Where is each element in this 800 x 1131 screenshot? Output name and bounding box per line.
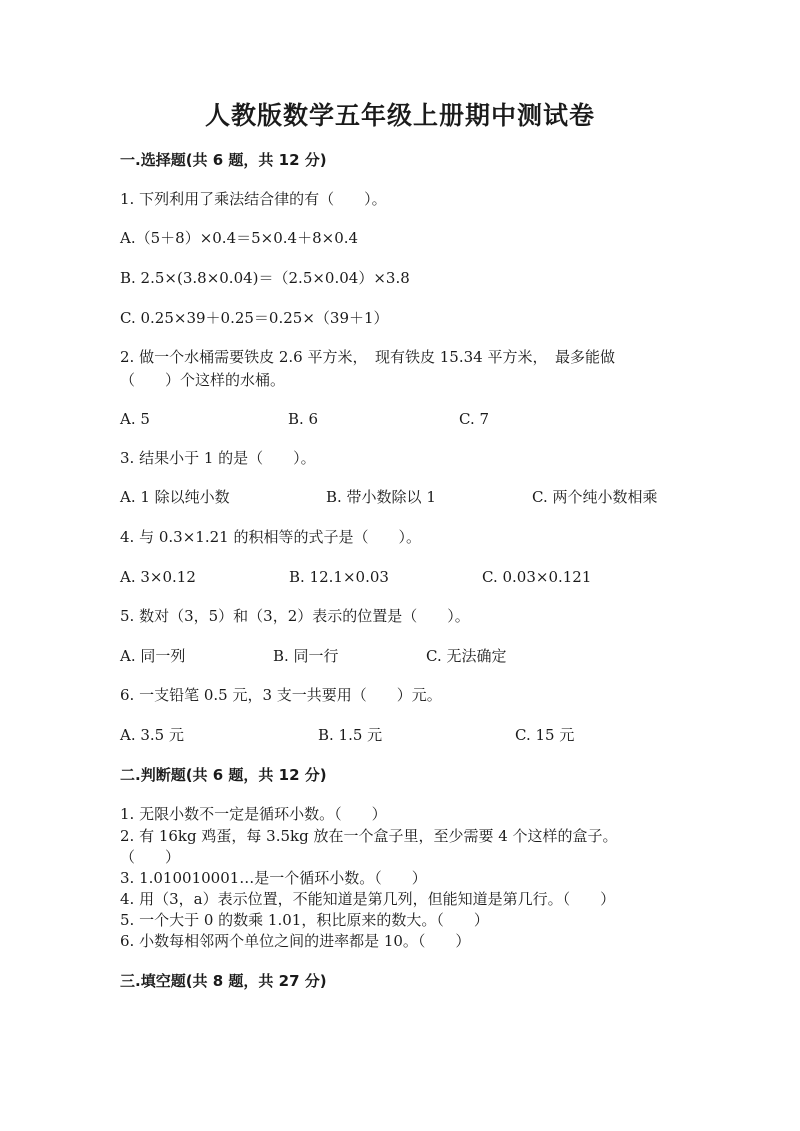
- page-title: 人教版数学五年级上册期中测试卷: [204, 101, 595, 130]
- question-5-option-a: A. 同一列: [120, 647, 186, 665]
- question-2-stem-line1: 2. 做一个水桶需要铁皮 2.6 平方米， 现有铁皮 15.34 平方米， 最多能做: [120, 348, 615, 366]
- question-4-option-c: C. 0.03×0.121: [482, 568, 592, 586]
- question-6-option-b: B. 1.5 元: [318, 726, 383, 744]
- question-3-option-b: B. 带小数除以 1: [326, 488, 436, 506]
- question-5-option-b: B. 同一行: [273, 647, 339, 665]
- question-5-stem: 5. 数对（3，5）和（3，2）表示的位置是（ ）。: [120, 607, 470, 625]
- judgement-item-1: 1. 无限小数不一定是循环小数。（ ）: [120, 805, 387, 823]
- question-6-option-a: A. 3.5 元: [120, 726, 184, 744]
- question-3-option-a: A. 1 除以纯小数: [120, 488, 230, 506]
- question-5-option-c: C. 无法确定: [426, 647, 507, 665]
- question-2-option-c: C. 7: [459, 410, 490, 428]
- question-3-stem: 3. 结果小于 1 的是（ ）。: [120, 449, 316, 467]
- judgement-item-5: 5. 一个大于 0 的数乘 1.01，积比原来的数大。（ ）: [120, 911, 489, 929]
- judgement-item-3: 3. 1.010010001…是一个循环小数。（ ）: [120, 869, 427, 887]
- section-heading-choice: 一.选择题(共 6 题，共 12 分): [120, 151, 327, 169]
- question-1-stem: 1. 下列利用了乘法结合律的有（ ）。: [120, 190, 387, 208]
- section-heading-fill-in: 三.填空题(共 8 题，共 27 分): [120, 972, 327, 990]
- question-1-option-b: B. 2.5×(3.8×0.04)＝（2.5×0.04）×3.8: [120, 269, 410, 287]
- question-3-option-c: C. 两个纯小数相乘: [532, 488, 658, 506]
- question-2-option-a: A. 5: [120, 410, 150, 428]
- judgement-item-4: 4. 用（3，a）表示位置，不能知道是第几列，但能知道是第几行。（ ）: [120, 890, 616, 908]
- judgement-item-6: 6. 小数每相邻两个单位之间的进率都是 10。（ ）: [120, 932, 471, 950]
- question-2-option-b: B. 6: [288, 410, 319, 428]
- question-4-option-b: B. 12.1×0.03: [289, 568, 389, 586]
- question-6-option-c: C. 15 元: [515, 726, 575, 744]
- question-6-stem: 6. 一支铅笔 0.5 元，3 支一共要用（ ）元。: [120, 686, 442, 704]
- question-1-option-c: C. 0.25×39＋0.25＝0.25×（39＋1）: [120, 309, 389, 327]
- section-heading-judgement: 二.判断题(共 6 题，共 12 分): [120, 766, 327, 784]
- judgement-item-2-bracket: （ ）: [120, 848, 181, 866]
- judgement-item-2: 2. 有 16kg 鸡蛋，每 3.5kg 放在一个盒子里，至少需要 4 个这样的盒子。: [120, 827, 618, 845]
- question-1-option-a: A.（5＋8）×0.4＝5×0.4＋8×0.4: [120, 229, 359, 247]
- question-2-stem-line2: （ ）个这样的水桶。: [120, 371, 286, 389]
- question-4-option-a: A. 3×0.12: [120, 568, 196, 586]
- question-4-stem: 4. 与 0.3×1.21 的积相等的式子是（ ）。: [120, 528, 421, 546]
